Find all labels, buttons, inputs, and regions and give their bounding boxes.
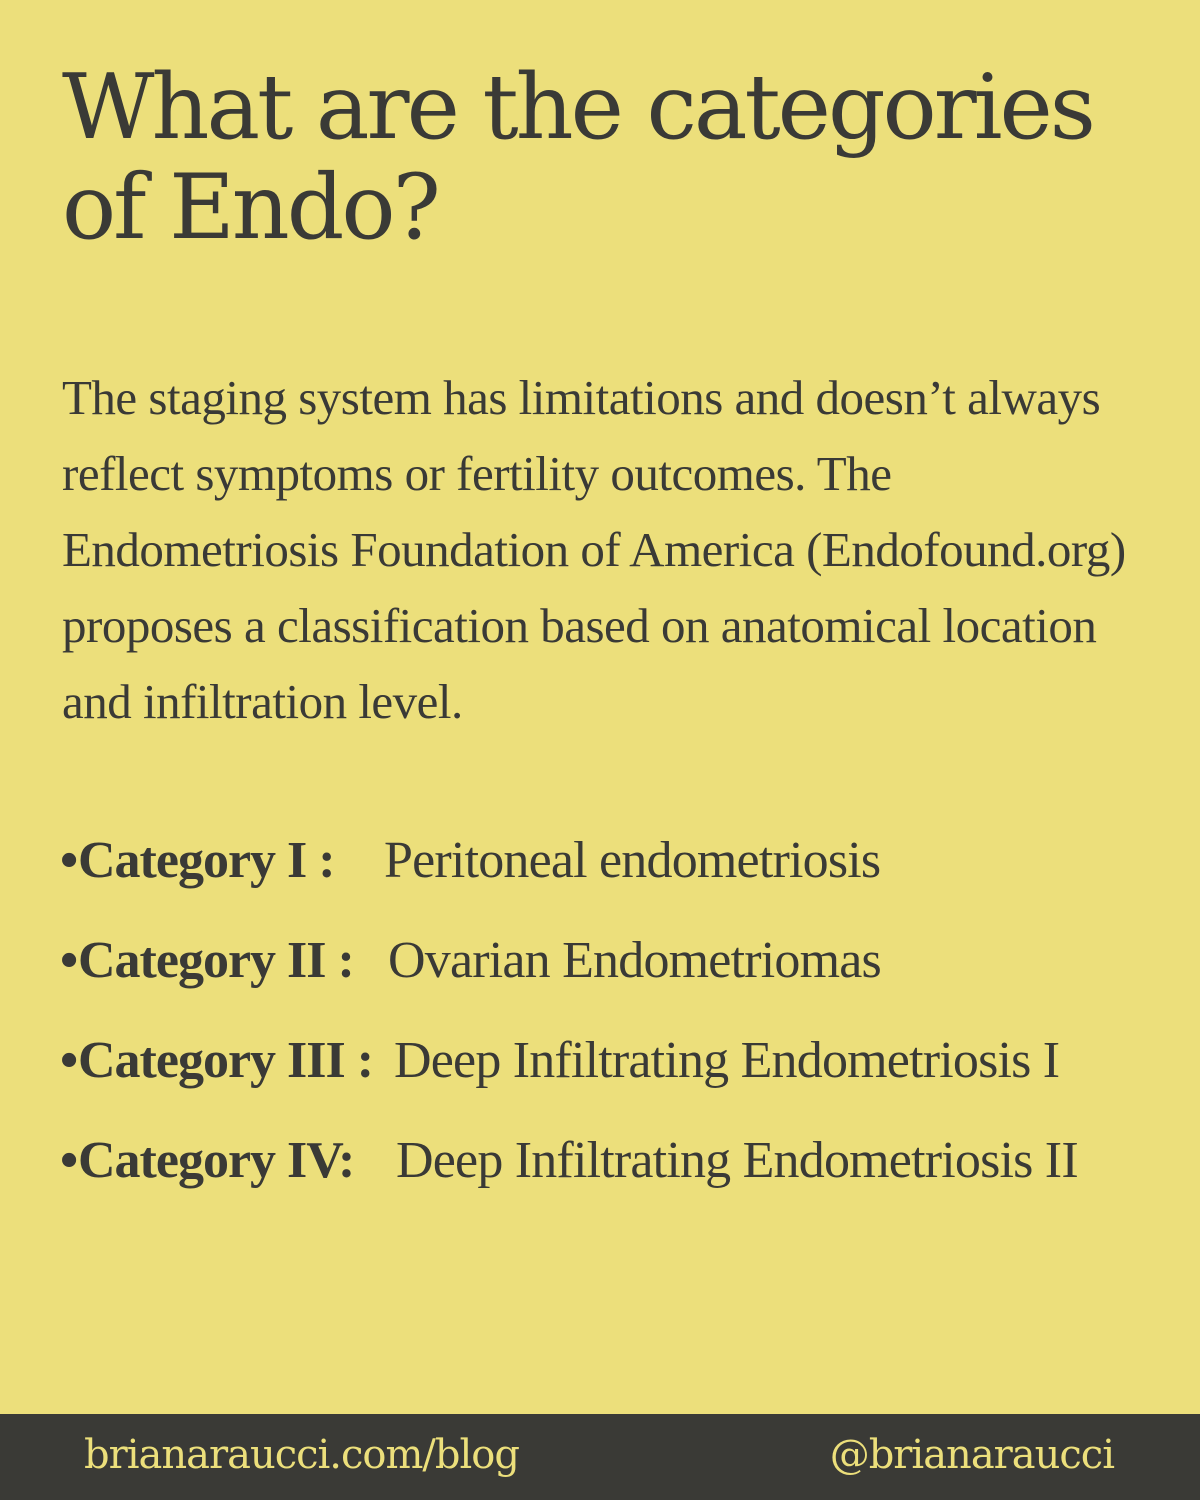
intro-paragraph: The staging system has limitations and doesn’t always reflect symptoms or fertility outcomes. The Endometriosis Foundation of America (Endofound.org) proposes a classification based on anatomical location and infiltration level. (62, 370, 1126, 729)
blog-link[interactable]: brianaraucci.com/blog (84, 1432, 519, 1478)
page-title: What are the categories of Endo? (62, 55, 1093, 260)
category-item (60, 1110, 1160, 1210)
bullet-icon: • (60, 1131, 79, 1189)
bullet-icon: • (60, 931, 79, 989)
category-item (60, 910, 1160, 1010)
category-description: Peritoneal endometriosis (384, 831, 881, 889)
category-label: Category IV: (78, 1131, 355, 1189)
category-description: Ovarian Endometriomas (388, 931, 881, 989)
category-label: Category I : (78, 831, 335, 889)
category-label: Category III : (78, 1031, 374, 1089)
category-description: Deep Infiltrating Endometriosis II (396, 1131, 1078, 1189)
category-list (60, 810, 1160, 1210)
social-handle[interactable]: @brianaraucci (829, 1432, 1114, 1478)
category-label: Category II : (78, 931, 354, 989)
category-item (60, 810, 1160, 910)
bullet-icon: • (60, 831, 79, 889)
category-item (60, 1010, 1160, 1110)
category-description: Deep Infiltrating Endometriosis I (394, 1031, 1060, 1089)
bullet-icon: • (60, 1031, 79, 1089)
footer-bar (0, 1414, 1200, 1500)
